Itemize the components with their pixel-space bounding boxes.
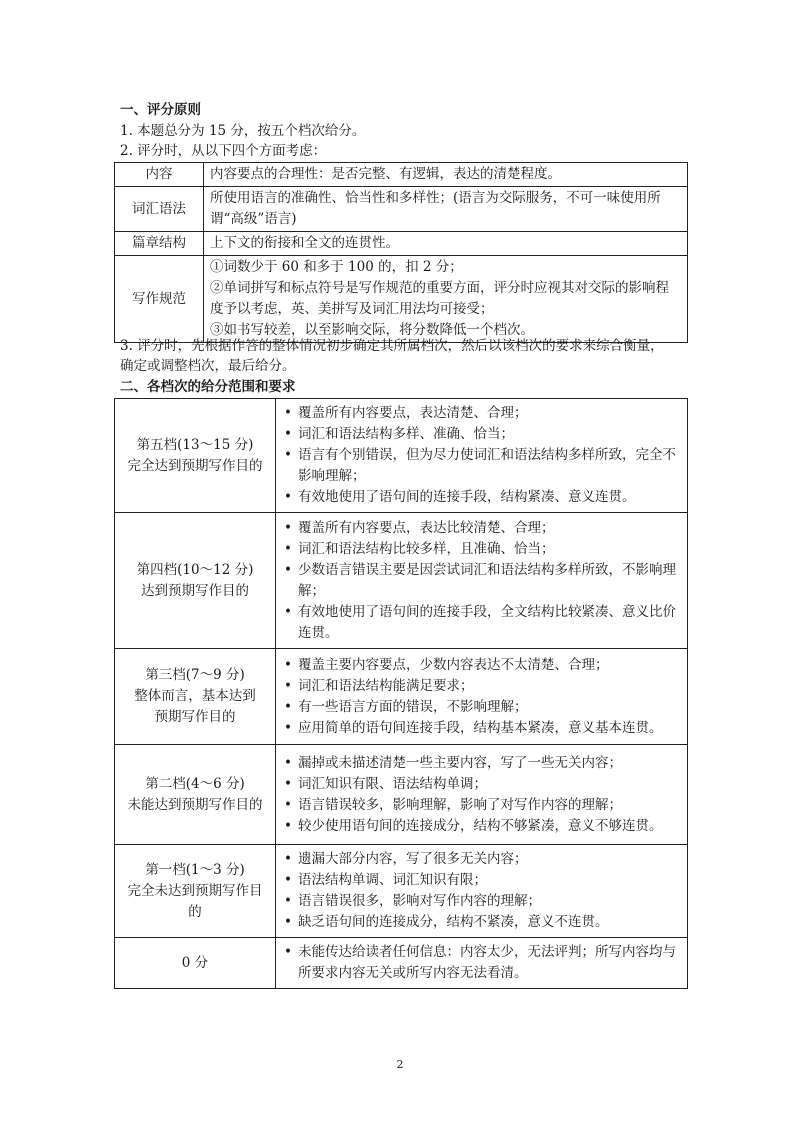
level-label: 第四档(10～12 分) 达到预期写作目的	[115, 513, 276, 649]
criteria-line: ①词数少于 60 和多于 100 的，扣 2 分；	[210, 259, 463, 275]
page-number: 2	[396, 1058, 404, 1071]
criteria-desc	[204, 187, 688, 232]
requirement-item: • 覆盖所有内容要点，表达比较清楚、合理；	[284, 518, 679, 539]
level-requirements	[276, 845, 688, 938]
requirement-item: • 未能传达给读者任何信息：内容太少，无法评判；所写内容均与所要求内容无关或所写内容无法看清。	[284, 942, 679, 984]
requirement-item: • 词汇和语法结构比较多样，且准确、恰当；	[284, 539, 679, 560]
level-label: 第一档(1～3 分) 完全未达到预期写作目 的	[115, 845, 276, 938]
requirement-item: • 词汇知识有限、语法结构单调；	[284, 774, 679, 795]
level-row	[115, 649, 688, 745]
level-row	[115, 845, 688, 938]
level-label: 第三档(7～9 分) 整体而言，基本达到 预期写作目的	[115, 649, 276, 745]
criteria-row	[115, 163, 688, 187]
criteria-label: 写作规范	[115, 256, 204, 343]
criteria-desc	[204, 232, 688, 256]
criteria-label: 内容	[115, 163, 204, 187]
level-requirements	[276, 649, 688, 745]
level-label: 第五档(13～15 分) 完全达到预期写作目的	[115, 399, 276, 513]
requirement-item: • 应用简单的语句间连接手段，结构基本紧凑，意义基本连贯。	[284, 718, 679, 739]
requirement-item: • 有一些语言方面的错误，不影响理解；	[284, 697, 679, 718]
criteria-row	[115, 256, 688, 343]
requirement-item: • 语言错误很多，影响对写作内容的理解；	[284, 891, 679, 912]
requirement-item: • 较少使用语句间的连接成分，结构不够紧凑，意义不够连贯。	[284, 816, 679, 837]
levels-table	[114, 398, 688, 989]
requirement-item: • 语言错误较多，影响理解，影响了对写作内容的理解；	[284, 795, 679, 816]
requirement-item: • 漏掉或未描述清楚一些主要内容，写了一些无关内容；	[284, 753, 679, 774]
requirement-item: • 少数语言错误主要是因尝试词汇和语法结构多样所致，不影响理解；	[284, 560, 679, 602]
requirement-item: • 语法结构单调、词汇知识有限；	[284, 870, 679, 891]
level-requirements	[276, 745, 688, 845]
level-label: 0 分	[115, 938, 276, 989]
principle-point-3-line2: 确定或调整档次，最后给分。	[120, 358, 296, 374]
principle-point-2: 2. 评分时，从以下四个方面考虑：	[120, 143, 327, 159]
requirement-item: • 覆盖所有内容要点，表达清楚、合理；	[284, 403, 679, 424]
criteria-line: 所使用语言的准确性、恰当性和多样性；(语言为交际服务，不可一味使用所谓“高级”语言)	[210, 190, 661, 227]
criteria-desc	[204, 256, 688, 343]
level-row	[115, 399, 688, 513]
requirement-item: • 遗漏大部分内容，写了很多无关内容；	[284, 849, 679, 870]
criteria-table	[114, 162, 688, 343]
requirement-item: • 覆盖主要内容要点，少数内容表达不太清楚、合理；	[284, 655, 679, 676]
level-row	[115, 513, 688, 649]
principle-point-3-line1: 3. 评分时，先根据作答的整体情况初步确定其所属档次，然后以该档次的要求来综合衡量，	[120, 338, 664, 354]
requirement-item: • 词汇和语法结构能满足要求；	[284, 676, 679, 697]
requirement-item: • 语言有个别错误，但为尽力使词汇和语法结构多样所致，完全不影响理解；	[284, 445, 679, 487]
criteria-line: ③如书写较差，以至影响交际，将分数降低一个档次。	[210, 322, 534, 338]
level-row	[115, 745, 688, 845]
requirement-item: • 有效地使用了语句间的连接手段，全文结构比较紧凑、意义比价连贯。	[284, 602, 679, 644]
level-row	[115, 938, 688, 989]
criteria-label: 篇章结构	[115, 232, 204, 256]
criteria-row	[115, 232, 688, 256]
requirement-item: • 缺乏语句间的连接成分，结构不紧凑，意义不连贯。	[284, 912, 679, 933]
level-requirements	[276, 399, 688, 513]
criteria-row	[115, 187, 688, 232]
criteria-line: 内容要点的合理性：是否完整、有逻辑，表达的清楚程度。	[210, 166, 561, 182]
level-requirements	[276, 513, 688, 649]
level-requirements	[276, 938, 688, 989]
section2-heading: 二、各档次的给分范围和要求	[120, 379, 296, 395]
requirement-item: • 词汇和语法结构多样、准确、恰当；	[284, 424, 679, 445]
criteria-desc	[204, 163, 688, 187]
requirement-item: • 有效地使用了语句间的连接手段，结构紧凑、意义连贯。	[284, 487, 679, 508]
principle-point-1: 1. 本题总分为 15 分，按五个档次给分。	[120, 123, 366, 139]
level-label: 第二档(4～6 分) 未能达到预期写作目的	[115, 745, 276, 845]
criteria-label: 词汇语法	[115, 187, 204, 232]
criteria-line: 上下文的衔接和全文的连贯性。	[210, 235, 399, 251]
section1-heading: 一、评分原则	[120, 102, 201, 118]
criteria-line: ②单词拼写和标点符号是写作规范的重要方面，评分时应视其对交际的影响程度予以考虑，英、美拼写及词汇用法均可接受；	[210, 280, 669, 317]
